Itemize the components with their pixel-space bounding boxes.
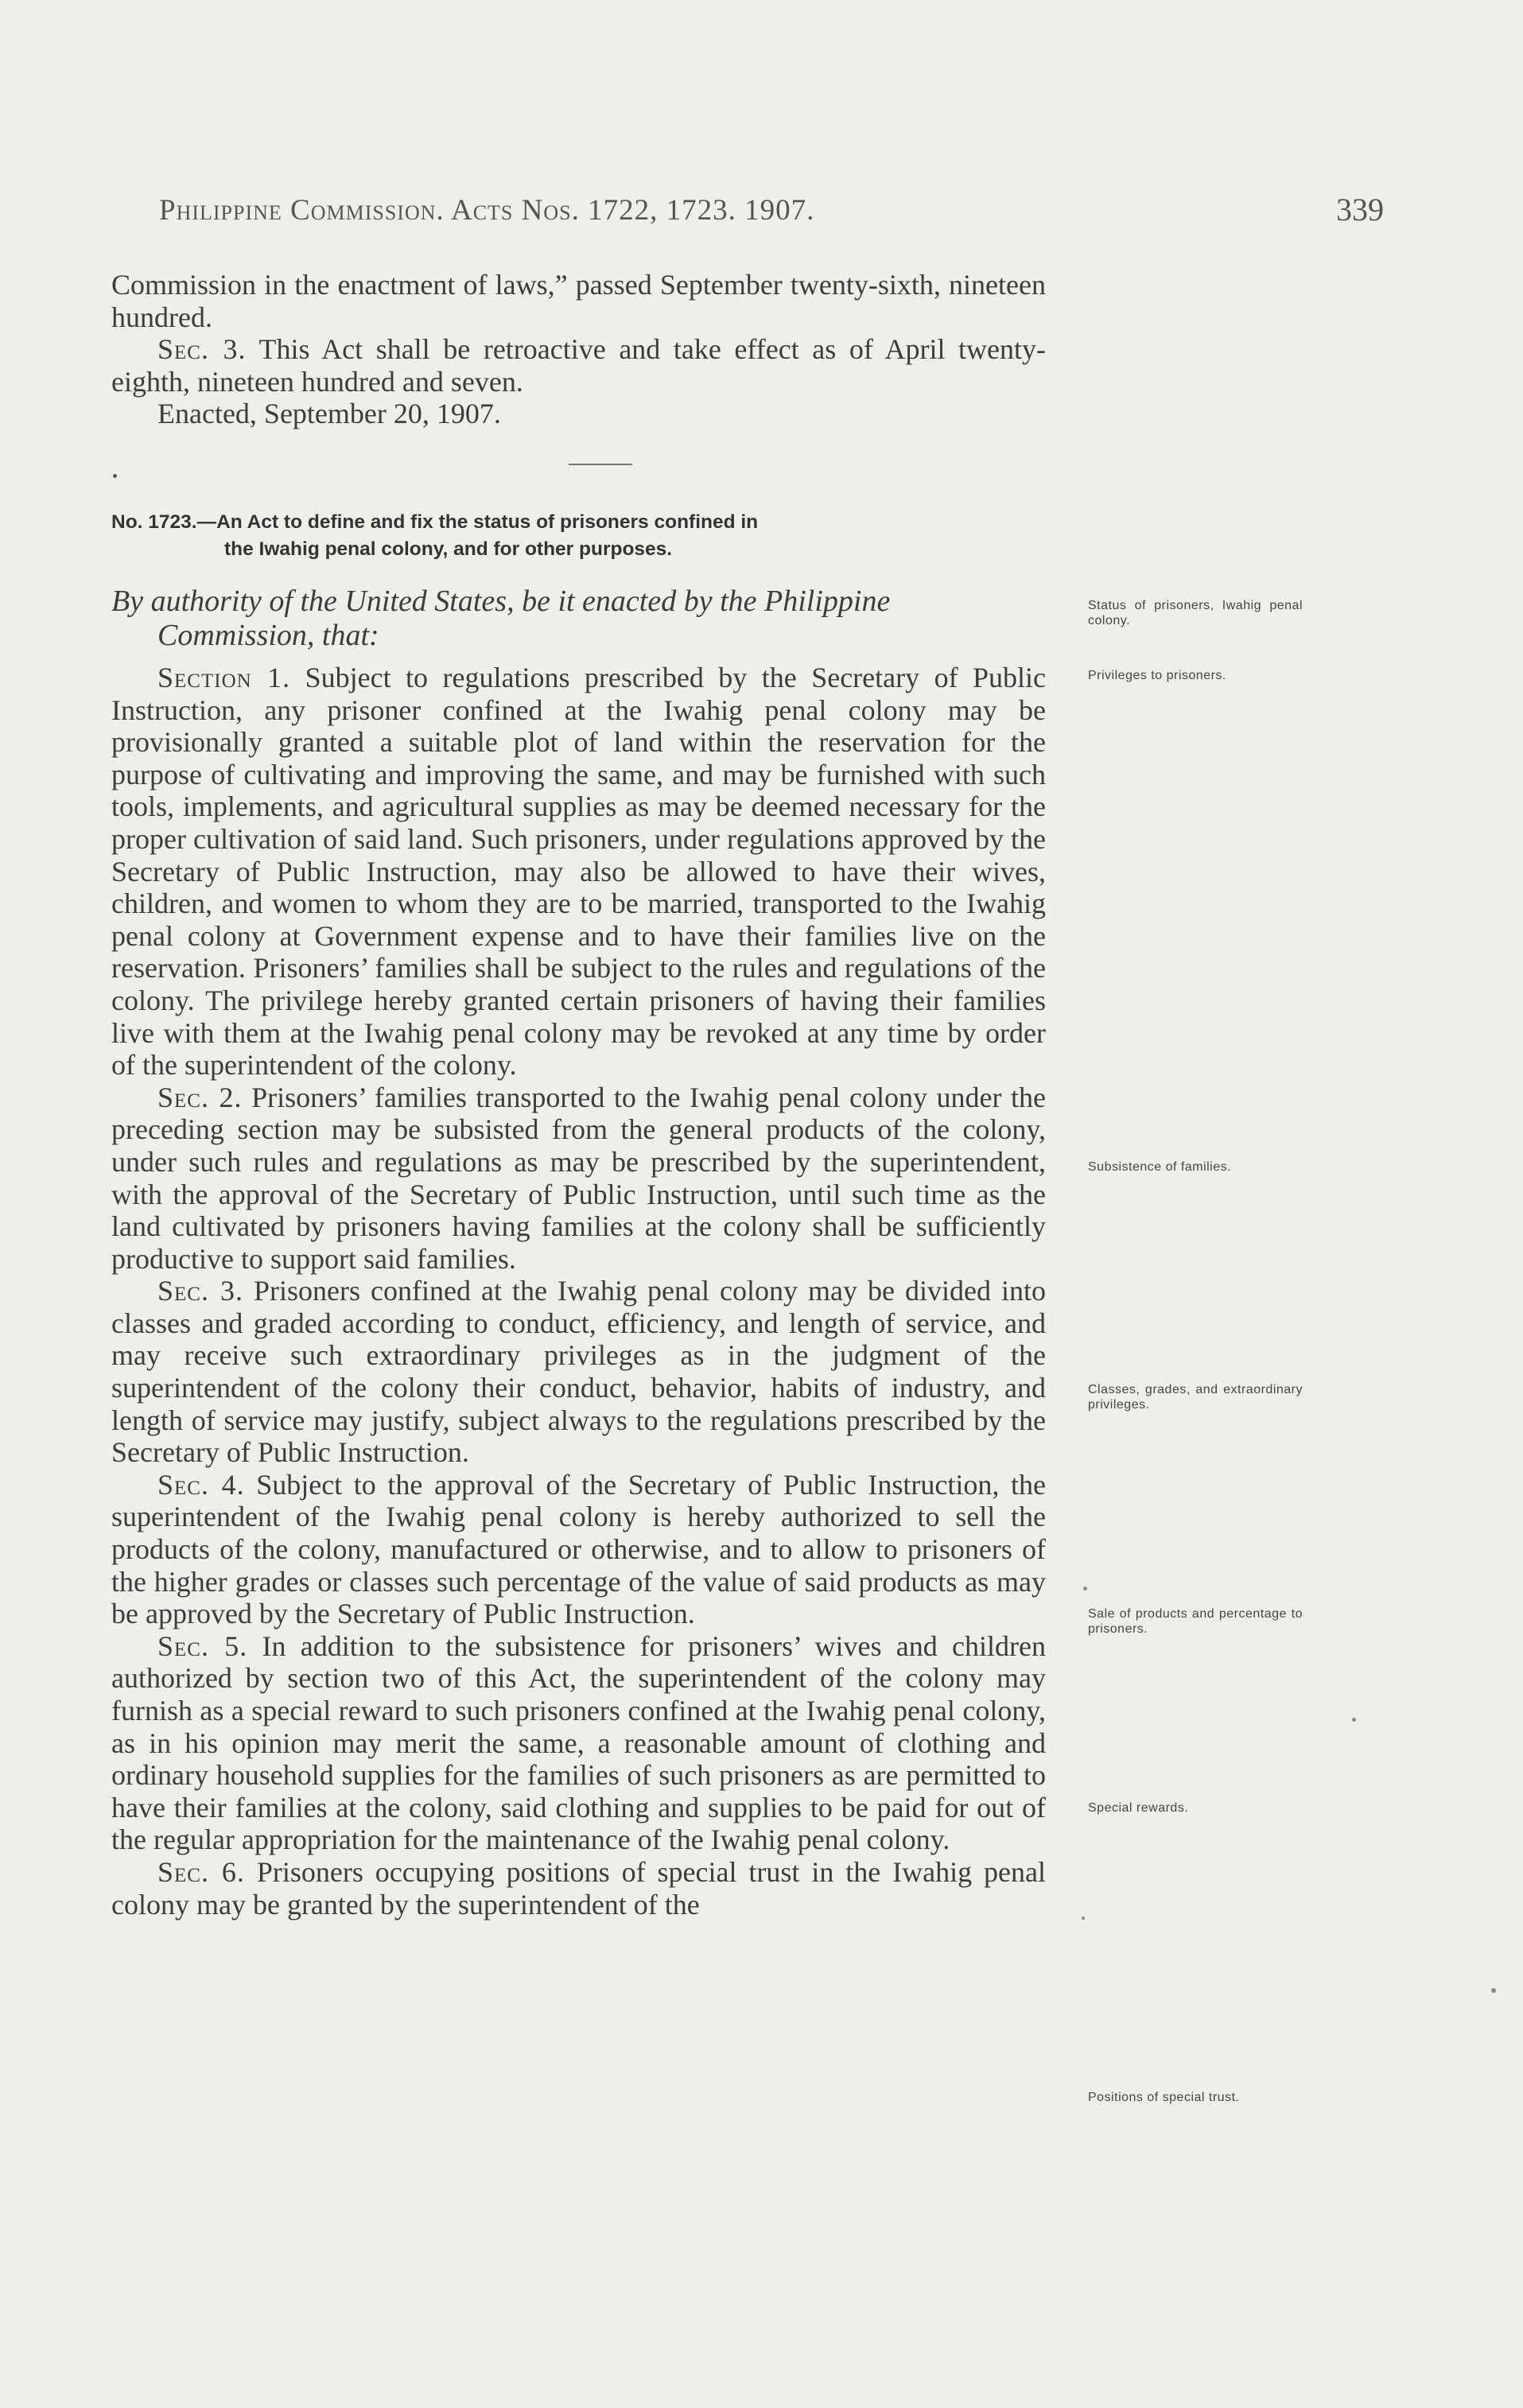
ink-speck (1083, 1587, 1087, 1590)
ink-dot (113, 474, 117, 478)
section-text: Subject to regulations prescribed by the Secretary of Public Instruction, any prisoner confined at the Iwahig penal colony may be provisionally granted a suitable plot of land within the reservation for the purpose of cultivating and improving the same, and may be furnished with such tools, implements, and agricultural supplies as may be deemed necessary for the proper cultivation of said land. Such prisoners, under regulations approved by the Secretary of Public Instruction, may also be allowed to have their wives, children, and women to whom they are to be married, transported to the Iwahig penal colony at Government expense and to have their families live on the reservation. Prisoners’ families shall be subject to the rules and regulations of the colony. The privilege hereby granted certain prisoners of having their families live with them at the Iwahig penal colony may be revoked at any time by order of the superintendent of the colony. (111, 662, 1047, 1082)
page-number: 339 (1336, 192, 1384, 227)
section-label: Sec. 3. (157, 1275, 243, 1307)
enacting-clause (111, 585, 1042, 653)
section-4 (111, 1469, 1046, 1630)
previous-act-ending (111, 269, 1046, 430)
margin-note-subsistence: Subsistence of families. (1088, 1160, 1232, 1174)
section-3-previous (111, 333, 1046, 398)
section-label: Sec. 5. (157, 1629, 248, 1662)
margin-note-sale: Sale of products and percentage to prisoners. (1088, 1607, 1303, 1636)
section-label: Sec. 6. (157, 1855, 245, 1888)
act-sections (111, 662, 1046, 1921)
running-header: Philippine Commission. Acts Nos. 1722, 1723. 1907. (159, 194, 815, 227)
section-3 (111, 1275, 1046, 1469)
enacting-line-1: By authority of the United States, be it enacted by the Philippine (111, 585, 891, 618)
section-text: In addition to the subsistence for prisoners’ wives and children authorized by section two of this Act, the superintendent of the colony may furnish as a special reward to such prisoners confined at the Iwahig penal colony, as in his opinion may merit the same, a reasonable amount of clothing and ordinary household supplies for the families of such prisoners as are permitted to have their families at the colony, said clothing and supplies to be paid for out of the regular appropriation for the maintenance of the Iwahig penal colony. (111, 1629, 1046, 1856)
section-label: Section 1. (157, 662, 291, 693)
section-text: Subject to the approval of the Secretary of Public Instruction, the superintendent of the Iwahig penal colony is hereby authorized to sell the products of the colony, manufactured or otherwise, and to allow to prisoners of the higher grades or classes such percentage of the value of said products as may be approved by the Secretary of Public Instruction. (111, 1468, 1046, 1630)
act-title-line-1: No. 1723.—An Act to define and fix the status of prisoners confined in (111, 511, 759, 533)
act-title (111, 509, 1042, 563)
continuation-paragraph: Commission in the enactment of laws,” passed September twenty-sixth, nineteen hundred. (111, 269, 1046, 333)
margin-note-status: Status of prisoners, Iwahig penal colony. (1088, 599, 1303, 627)
section-text: Prisoners occupying positions of special trust in the Iwahig penal colony may be granted by the superintendent of the (111, 1855, 1047, 1921)
margin-note-privileges: Privileges to prisoners. (1088, 669, 1226, 682)
section-label: Sec. 3. (157, 333, 247, 366)
margin-note-rewards: Special rewards. (1088, 1801, 1189, 1815)
section-2 (111, 1082, 1046, 1276)
section-text: Prisoners’ families transported to the Iwahig penal colony under the preceding section may be subsisted from the general products of the colony, under such rules and regulations as may be prescribed by the superintendent, with the approval of the Secretary of Public Instruction, until such time as the land cultivated by prisoners having families at the colony shall be sufficiently productive to support said families. (111, 1081, 1047, 1275)
section-label: Sec. 2. (157, 1081, 243, 1113)
act-title-line-2: the Iwahig penal colony, and for other purposes. (224, 538, 673, 560)
margin-note-trust: Positions of special trust. (1088, 2091, 1240, 2104)
section-label: Sec. 4. (157, 1468, 245, 1501)
margin-note-classes: Classes, grades, and extraordinary privileges. (1088, 1383, 1303, 1412)
enacting-line-2: Commission, that: (157, 619, 379, 652)
enacted-line: Enacted, September 20, 1907. (157, 398, 501, 430)
section-text: Prisoners confined at the Iwahig penal colony may be divided into classes and graded according to conduct, efficiency, and length of service, and may receive such extraordinary privileges as in the judgment of the superintendent of the colony their conduct, behavior, habits of industry, and length of service may justify, subject always to the regulations prescribed by the Secretary of Public Instruction. (111, 1275, 1047, 1469)
section-5 (111, 1630, 1046, 1856)
ink-speck (1082, 1917, 1085, 1920)
section-1 (111, 662, 1046, 1082)
ink-speck (1491, 1988, 1496, 1993)
section-text: This Act shall be retroactive and take effect as of April twenty-eighth, nineteen hundred and seven. (111, 333, 1047, 398)
section-6 (111, 1856, 1046, 1921)
section-divider (569, 464, 632, 465)
ink-speck (1352, 1718, 1356, 1722)
